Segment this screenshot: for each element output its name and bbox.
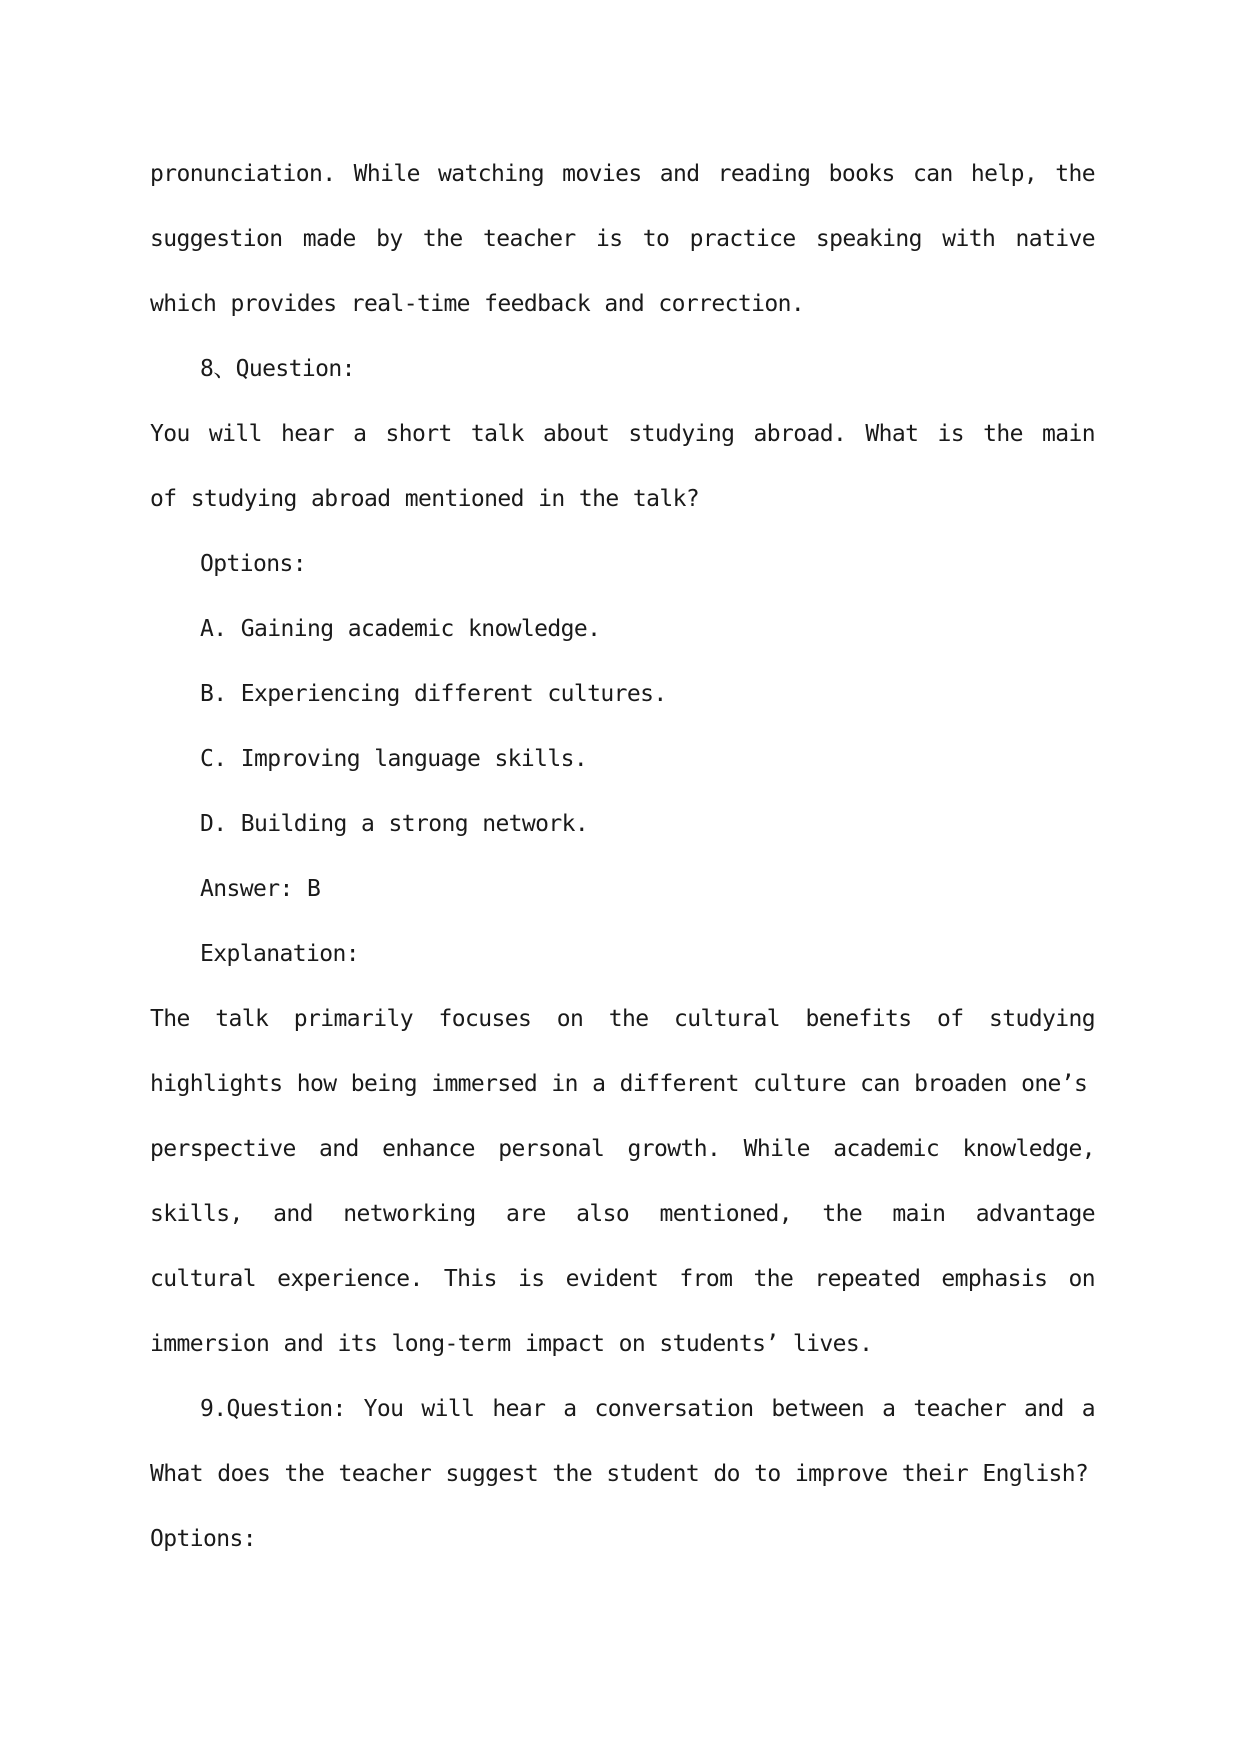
- explanation-line: immersion and its long-term impact on students’ lives.: [150, 1331, 873, 1357]
- option-b: B. Experiencing different cultures.: [200, 681, 667, 707]
- question-heading: 9.Question: You will hear a conversation between a teacher and a: [200, 1396, 1095, 1422]
- question-text-line: What does the teacher suggest the student do to improve their English?: [150, 1461, 1089, 1487]
- options-label: Options:: [150, 1526, 256, 1552]
- question-text-line: You will hear a short talk about studying abroad. What is the main: [150, 421, 1095, 447]
- text-line: pronunciation. While watching movies and reading books can help, the: [150, 161, 1095, 187]
- question-heading: 8、Question:: [200, 356, 355, 382]
- explanation-line: perspective and enhance personal growth. While academic knowledge,: [150, 1136, 1095, 1162]
- option-c: C. Improving language skills.: [200, 746, 588, 772]
- text-line: which provides real-time feedback and correction.: [150, 291, 805, 317]
- document-body: [150, 142, 1095, 1572]
- option-d: D. Building a strong network.: [200, 811, 589, 837]
- option-a: A. Gaining academic knowledge.: [200, 616, 601, 642]
- explanation-line: skills, and networking are also mentioned, the main advantage: [150, 1201, 1095, 1227]
- text-line: suggestion made by the teacher is to practice speaking with native: [150, 226, 1095, 252]
- explanation-line: highlights how being immersed in a different culture can broaden one’s: [150, 1071, 1088, 1097]
- answer-line: Answer: B: [200, 876, 321, 902]
- explanation-line: cultural experience. This is evident from the repeated emphasis on: [150, 1266, 1095, 1292]
- explanation-line: The talk primarily focuses on the cultural benefits of studying: [150, 1006, 1095, 1032]
- question-text-line: of studying abroad mentioned in the talk?: [150, 486, 700, 512]
- explanation-label: Explanation:: [200, 941, 359, 967]
- options-label: Options:: [200, 551, 306, 577]
